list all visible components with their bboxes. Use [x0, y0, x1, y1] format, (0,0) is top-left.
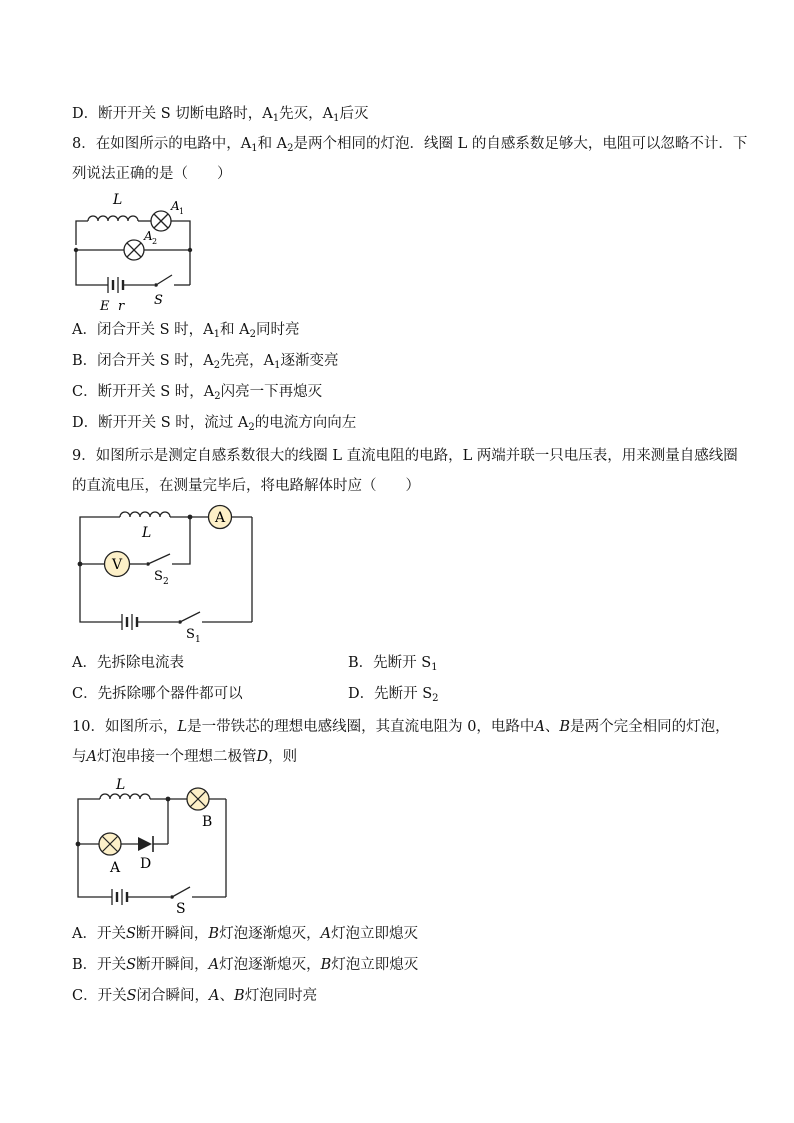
q8-label-a2-sub: 2: [152, 237, 158, 246]
q10-label-s: S: [176, 901, 186, 917]
q8-stem-line1: 8．在如图所示的电路中，$A_1$和 $A_2$是两个相同的灯泡．线圈 L 的自感系数足够大，电阻可以忽略不计．下: [72, 136, 748, 154]
q10-stem-line1: 10．如图所示，L是一带铁芯的理想电感线圈，其直流电阻为 0，电路中A、B是两个完全相同的灯泡，: [72, 719, 730, 735]
q9-option-d: D．先断开 $S_2$: [348, 686, 439, 704]
q10-option-a: A．开关S断开瞬间，B灯泡逐渐熄灭，A灯泡立即熄灭: [72, 926, 419, 942]
q9-label-s1-sub: 1: [195, 635, 201, 645]
q9-option-c: C．先拆除哪个器件都可以: [72, 686, 243, 702]
q8-option-a: A．闭合开关 S 时，$A_1$和 $A_2$同时亮: [72, 322, 300, 340]
q10-label-d: D: [140, 856, 152, 872]
q10-circuit-diagram: [70, 771, 240, 921]
q9-voltmeter-label: V: [111, 557, 123, 573]
q8-label-a1-sub: 1: [179, 207, 185, 216]
q10-stem-line2: 与A灯泡串接一个理想二极管D，则: [72, 749, 298, 765]
q8-option-b: B．闭合开关 S 时，$A_2$先亮，$A_1$逐渐变亮: [72, 353, 339, 371]
q9-ammeter-label: A: [214, 510, 226, 526]
q10-option-c: C．开关S闭合瞬间，A、B灯泡同时亮: [72, 988, 318, 1004]
q9-label-l: L: [142, 525, 152, 541]
q9-label-s2-sub: 2: [163, 577, 169, 587]
q10-option-b: B．开关S断开瞬间，A灯泡逐渐熄灭，B灯泡立即熄灭: [72, 957, 419, 973]
q9-stem-line1: 9．如图所示是测定自感系数很大的线圈 L 直流电阻的电路，L 两端并联一只电压表，用来测量自感线圈: [72, 448, 738, 464]
q8-label-a2: A: [144, 229, 153, 243]
q10-label-a: A: [110, 860, 121, 876]
q10-label-b: B: [202, 814, 213, 830]
q10-label-l: L: [116, 777, 126, 793]
q9-option-b: B．先断开 $S_1$: [348, 655, 438, 673]
q8-option-c: C．断开开关 S 时，$A_2$闪亮一下再熄灭: [72, 384, 323, 402]
q9-circuit-diagram: [72, 500, 262, 645]
q7-option-d: D．断开开关 S 切断电路时，$A_1$先灭，$A_1$后灭: [72, 106, 369, 124]
q8-stem-line2: 列说法正确的是（ ）: [72, 166, 232, 182]
q9-label-s1: S: [186, 627, 195, 642]
q8-label-a1: A: [171, 199, 180, 213]
q9-label-s2: S: [154, 569, 163, 584]
q8-label-s: S: [154, 293, 163, 308]
q8-option-d: D．断开开关 S 时，流过 $A_2$的电流方向向左: [72, 415, 357, 433]
q8-label-e: E: [100, 299, 110, 314]
q9-option-a: A．先拆除电流表: [72, 655, 184, 671]
q8-label-r: r: [118, 299, 125, 314]
q8-label-l: L: [113, 192, 123, 208]
q9-stem-line2: 的直流电压，在测量完毕后，将电路解体时应（ ）: [72, 478, 420, 494]
q8-circuit-diagram: [68, 188, 208, 318]
